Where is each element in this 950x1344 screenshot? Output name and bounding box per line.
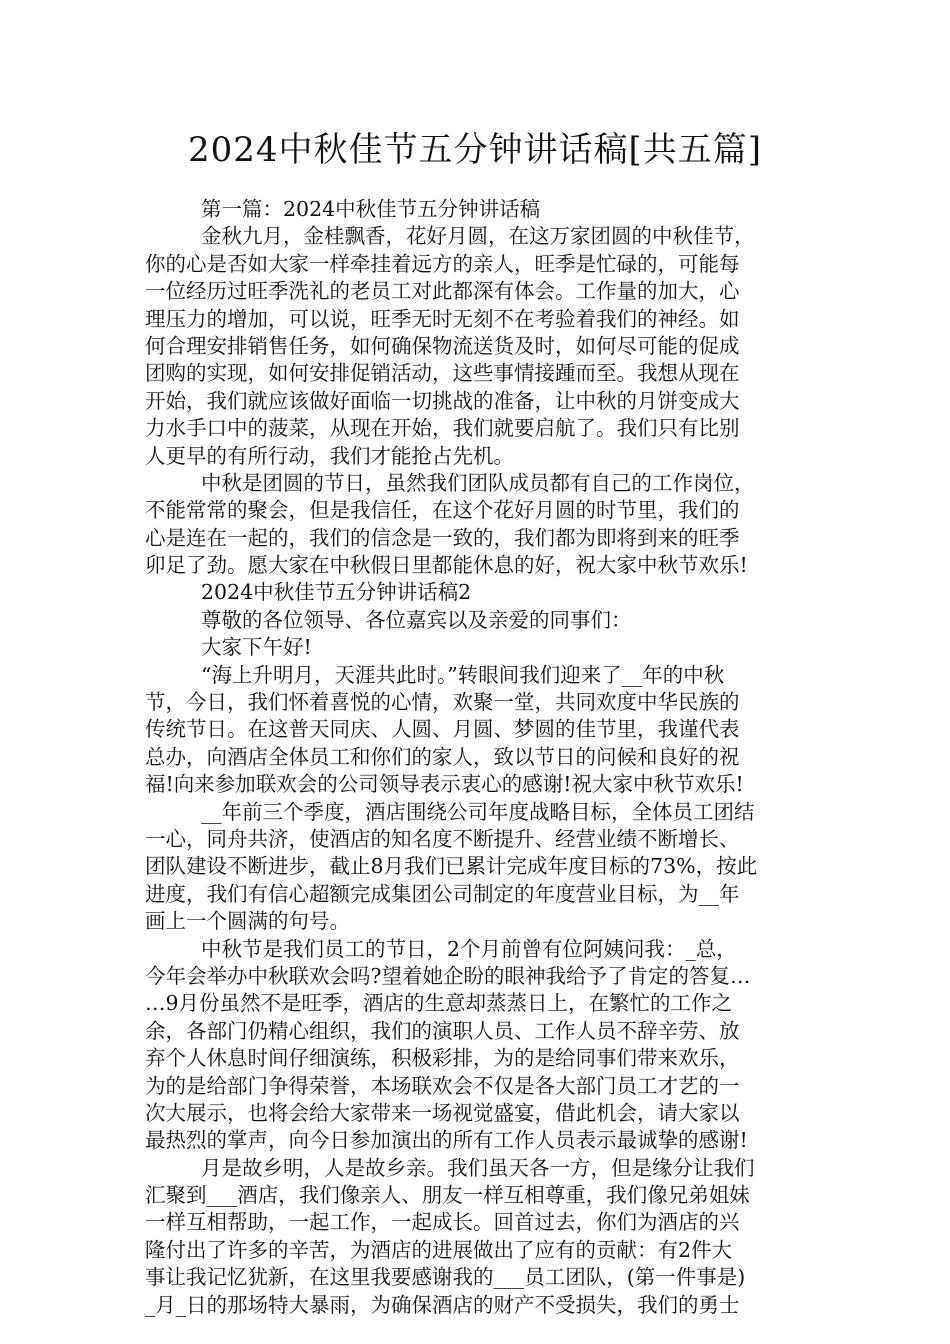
body-line: 卯足了劲。愿大家在中秋假日里都能休息的好，祝大家中秋节欢乐! bbox=[145, 553, 748, 578]
body-line: 心是连在一起的，我们的信念是一致的，我们都为即将到来的旺季 bbox=[145, 525, 740, 550]
body-line: 福!向来参加联欢会的公司领导表示衷心的感谢!祝大家中秋节欢乐! bbox=[145, 772, 744, 797]
body-line: 汇聚到___酒店，我们像亲人、朋友一样互相尊重，我们像兄弟姐妹 bbox=[145, 1183, 750, 1208]
body-line: 开始，我们就应该做好面临一切挑战的准备，让中秋的月饼变成大 bbox=[145, 388, 740, 413]
body-line: 次大展示，也将会给大家带来一场视觉盛宴，借此机会，请大家以 bbox=[145, 1100, 740, 1125]
body-line: 不能常常的聚会，但是我信任，在这个花好月圆的时节里，我们的 bbox=[145, 498, 740, 523]
body-line: 传统节日。在这普天同庆、人圆、月圆、梦圆的佳节里，我谨代表 bbox=[145, 717, 740, 742]
body-line: _月_日的那场特大暴雨，为确保酒店的财产不受损失，我们的勇士 bbox=[145, 1292, 740, 1317]
body-line: 金秋九月，金桂飘香，花好月圆，在这万家团圆的中秋佳节， bbox=[201, 224, 755, 249]
body-line: 一位经历过旺季洗礼的老员工对此都深有体会。工作量的加大，心 bbox=[145, 279, 740, 304]
body-line: 今年会举办中秋联欢会吗?望着她企盼的眼神我给予了肯定的答复… bbox=[145, 963, 751, 988]
body-line: 一心，同舟共济，使酒店的知名度不断提升、经营业绩不断增长、 bbox=[145, 826, 740, 851]
document-body bbox=[145, 196, 807, 1319]
body-line: 你的心是否如大家一样牵挂着远方的亲人，旺季是忙碌的，可能每 bbox=[145, 251, 740, 276]
body-line: 大家下午好! bbox=[201, 635, 312, 660]
body-line: 进度，我们有信心超额完成集团公司制定的年度营业目标，为__年 bbox=[145, 881, 740, 906]
body-line: 为的是给部门争得荣誉，本场联欢会不仅是各大部门员工才艺的一 bbox=[145, 1073, 740, 1098]
body-line: 力水手口中的菠菜，从现在开始，我们就要启航了。我们只有比别 bbox=[145, 416, 740, 441]
body-line: 理压力的增加，可以说，旺季无时无刻不在考验着我们的神经。如 bbox=[145, 306, 740, 331]
body-line: “海上升明月，天涯共此时。”转眼间我们迎来了__年的中秋 bbox=[201, 662, 725, 687]
body-line: 中秋是团圆的节日，虽然我们团队成员都有自己的工作岗位， bbox=[201, 470, 755, 495]
document-title: 2024中秋佳节五分钟讲话稿[共五篇] bbox=[187, 130, 763, 170]
body-line: 中秋节是我们员工的节日，2个月前曾有位阿姨问我：_总， bbox=[201, 936, 737, 961]
body-line: …9月份虽然不是旺季，酒店的生意却蒸蒸日上，在繁忙的工作之 bbox=[145, 991, 733, 1016]
body-line: 最热烈的掌声，向今日参加演出的所有工作人员表示最诚挚的感谢! bbox=[145, 1128, 748, 1153]
body-line: 余，各部门仍精心组织，我们的演职人员、工作人员不辞辛劳、放 bbox=[145, 1018, 740, 1043]
body-line: 隆付出了许多的辛苦，为酒店的进展做出了应有的贡献：有2件大 bbox=[145, 1237, 733, 1262]
body-line: 第一篇：2024中秋佳节五分钟讲话稿 bbox=[201, 197, 541, 221]
body-line: 何合理安排销售任务，如何确保物流送货及时，如何尽可能的促成 bbox=[145, 333, 740, 358]
body-line: 2024中秋佳节五分钟讲话稿2 bbox=[201, 580, 472, 605]
body-line: 总办，向酒店全体员工和你们的家人，致以节日的问候和良好的祝 bbox=[145, 744, 740, 769]
body-line: 一样互相帮助，一起工作，一起成长。回首过去，你们为酒店的兴 bbox=[145, 1210, 740, 1235]
body-line: 团队建设不断进步，截止8月我们已累计完成年度目标的73%，按此 bbox=[145, 854, 758, 879]
body-line: 团购的实现，如何安排促销活动，这些事情接踵而至。我想从现在 bbox=[145, 361, 740, 386]
body-line: 事让我记忆犹新，在这里我要感谢我的___员工团队，(第一件事是) bbox=[145, 1265, 746, 1290]
body-line: __年前三个季度，酒店围绕公司年度战略目标，全体员工团结 bbox=[201, 799, 755, 824]
body-line: 月是故乡明，人是故乡亲。我们虽天各一方，但是缘分让我们 bbox=[201, 1155, 755, 1180]
body-line: 画上一个圆满的句号。 bbox=[145, 909, 350, 934]
body-line: 弃个人休息时间仔细演练，积极彩排，为的是给同事们带来欢乐， bbox=[145, 1046, 740, 1071]
body-line: 节，今日，我们怀着喜悦的心情，欢聚一堂，共同欢度中华民族的 bbox=[145, 690, 740, 715]
body-line: 人更早的有所行动，我们才能抢占先机。 bbox=[145, 443, 514, 468]
body-line: 尊敬的各位领导、各位嘉宾以及亲爱的同事们： bbox=[201, 607, 632, 632]
